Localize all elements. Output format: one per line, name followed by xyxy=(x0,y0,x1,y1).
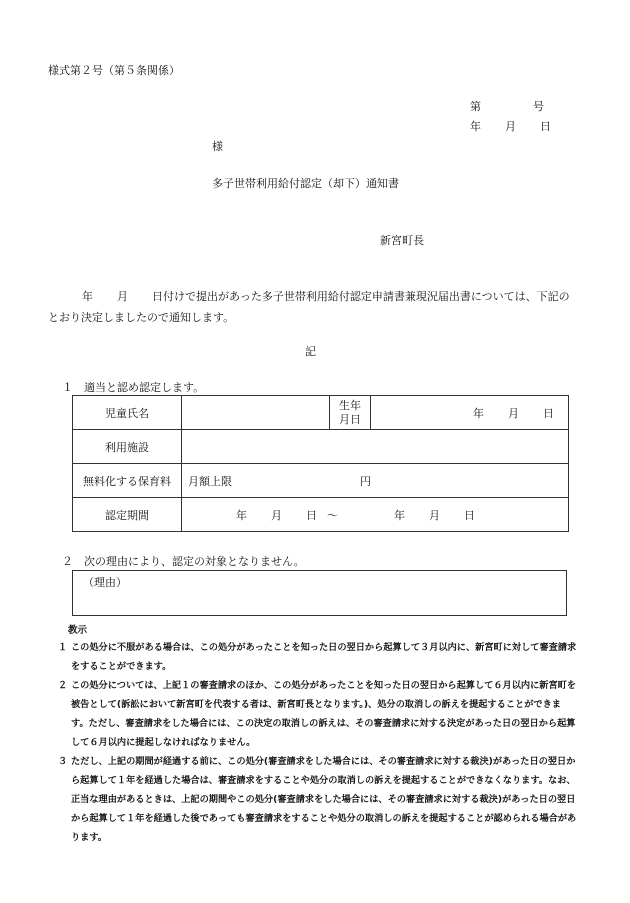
intro-rest: 日付けで提出があった多子世帯利用給付認定申請書兼現況届出書については、下記のとおり決定しましたので通知します。 xyxy=(48,290,570,324)
notice-item: ２ この処分については、上記１の審査請求のほか、この処分があったことを知った日の翌日から起算して６月以内に新宮町を被告として(訴訟において新宮町を代表する者は、新宮町長となります。)、処分の取消しの訴えを提起することができます。ただし、審査請求をした場合には、この決定の取消しの訴えは、その審査請求に対する決定があった日の翌日から起算して６月以内に提起しなければなりません。 xyxy=(58,680,577,748)
table-row xyxy=(73,498,569,532)
document-date xyxy=(470,118,551,134)
notice-title: 教示 xyxy=(68,625,88,636)
number-suffix: 号 xyxy=(533,100,544,113)
section2-heading: ２ 次の理由により、認定の対象となりません。 xyxy=(62,555,305,568)
period-value: 年 月 日 ～ 年 月 日 xyxy=(182,498,569,532)
number-prefix: 第 xyxy=(470,100,481,113)
table-row xyxy=(73,464,569,498)
table-row xyxy=(73,396,569,430)
birth-date-value: 年 月 日 xyxy=(371,396,569,430)
child-name-label: 児童氏名 xyxy=(73,396,182,430)
date-year: 年 xyxy=(470,120,481,133)
facility-value xyxy=(182,430,569,464)
date-month: 月 xyxy=(505,120,516,133)
fee-label: 無料化する保育料 xyxy=(73,464,182,498)
date-day: 日 xyxy=(540,120,551,133)
intro-year: 年 xyxy=(82,290,93,303)
section1-heading: １ 適当と認め認定します。 xyxy=(62,381,205,394)
notice-item: １ この処分に不服がある場合は、この処分があったことを知った日の翌日から起算して３月以内に、新宮町に対して審査請求をすることができます。 xyxy=(58,642,577,672)
period-label: 認定期間 xyxy=(73,498,182,532)
notice-item: ３ ただし、上記の期間が経過する前に、この処分(審査請求をした場合には、その審査請求に対する裁決)があった日の翌日から起算して１年を経過した場合は、審査請求をすることや処分の取消しの訴えを提起することができなくなります。なお、正当な理由があるときは、上記の期間やこの処分(審査請求をした場合には、その審査請求に対する裁決)があった日の翌日から起算して１年を経過した後であっても審査請求をすることや処分の取消しの訴えを提起することが認められる場合があります。 xyxy=(58,756,577,843)
ki-heading: 記 xyxy=(305,345,316,358)
intro-paragraph xyxy=(48,286,578,328)
fee-value xyxy=(182,464,569,498)
document-number xyxy=(470,98,544,114)
child-name-value xyxy=(182,396,330,430)
reason-label: （理由） xyxy=(83,576,127,589)
intro-month: 月 xyxy=(117,290,128,303)
facility-label: 利用施設 xyxy=(73,430,182,464)
table-row xyxy=(73,430,569,464)
addressee: 様 xyxy=(212,140,223,153)
period-separator: ～ xyxy=(327,508,338,522)
approval-table xyxy=(72,395,569,532)
reason-box xyxy=(72,570,567,616)
fee-prefix: 月額上限 xyxy=(188,474,232,488)
issuer: 新宮町長 xyxy=(380,234,424,247)
birth-label: 生年 月日 xyxy=(330,396,371,430)
form-code: 様式第２号（第５条関係） xyxy=(48,64,180,77)
fee-unit: 円 xyxy=(360,474,371,488)
notice-list xyxy=(58,638,578,847)
document-title: 多子世帯利用給付認定（却下）通知書 xyxy=(212,177,399,190)
